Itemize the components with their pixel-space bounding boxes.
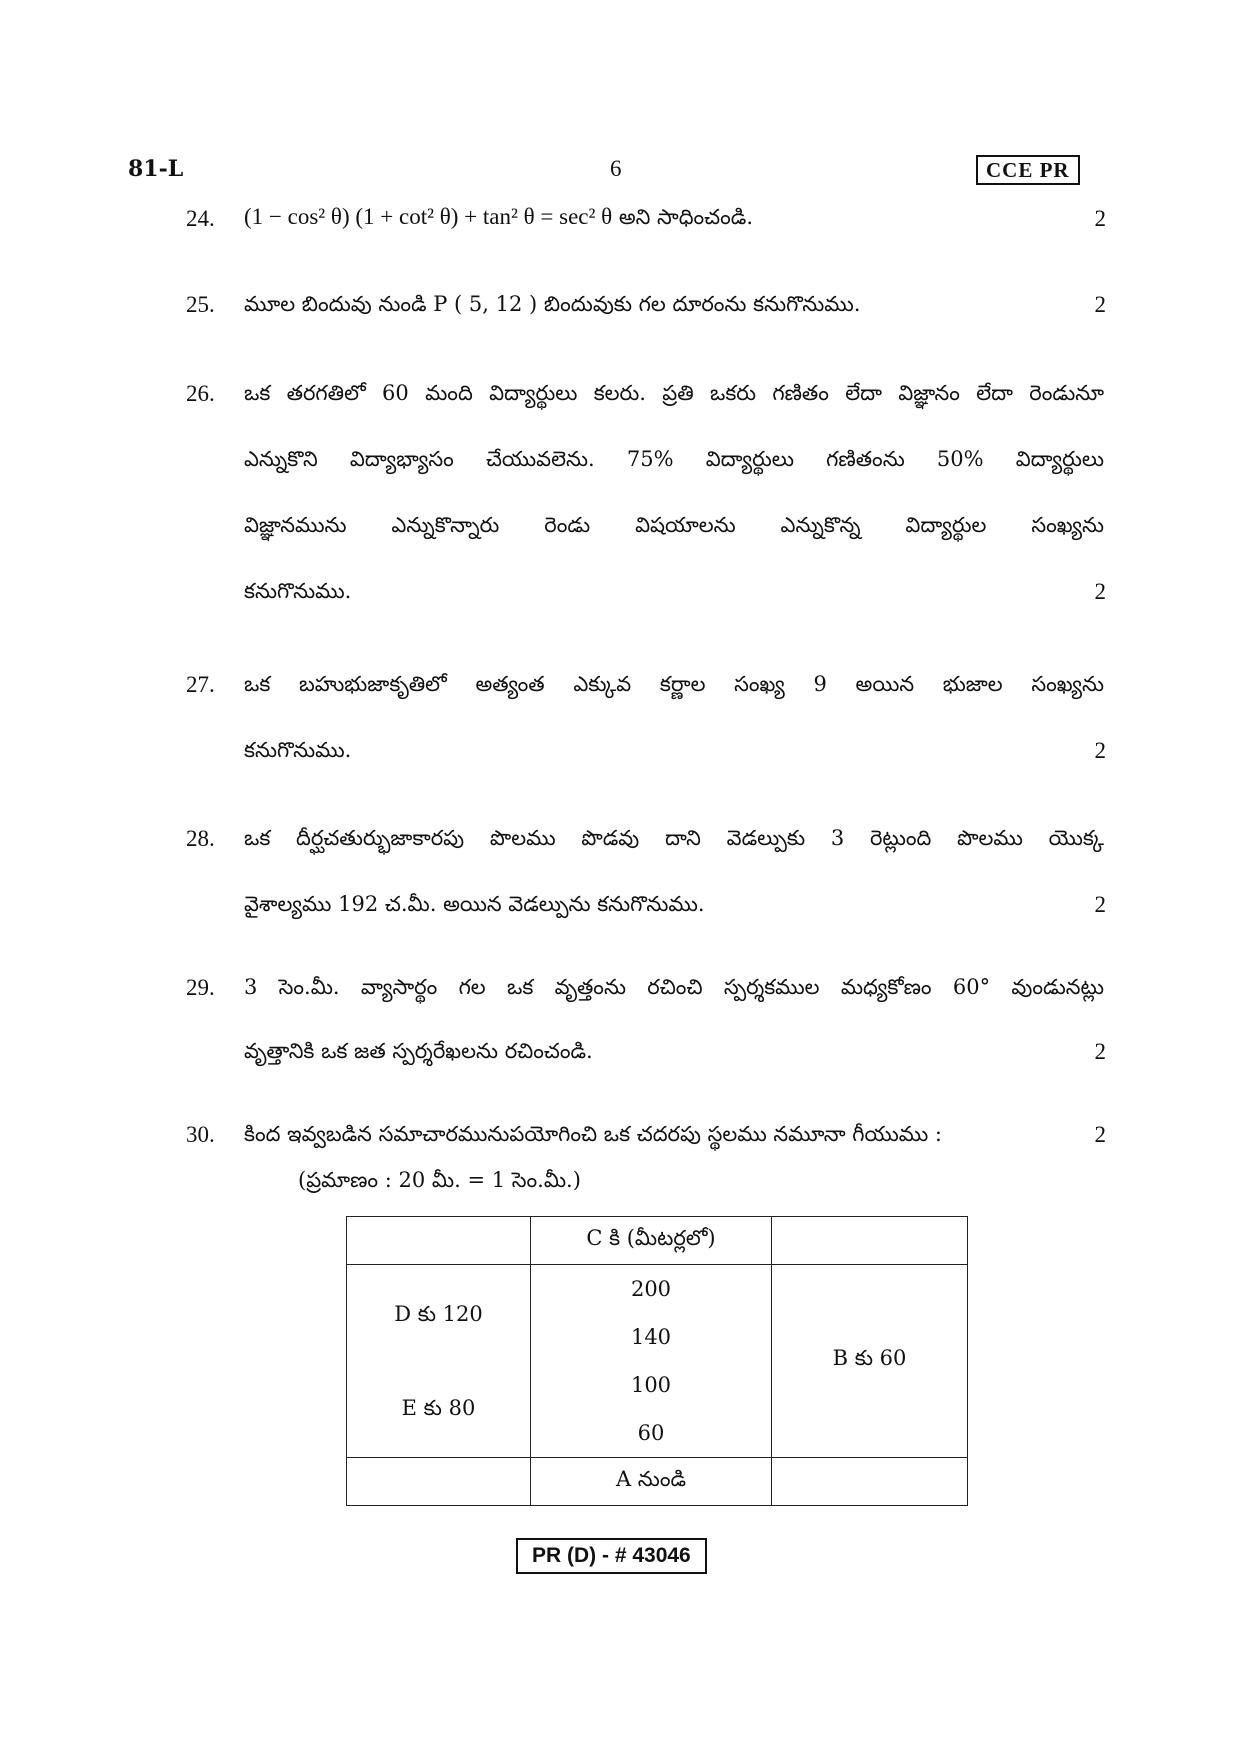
- page-number: 6: [610, 156, 622, 181]
- survey-table: [346, 1216, 968, 1506]
- question-line: కనుగొనుము.: [244, 738, 352, 762]
- table-mid-cell: [531, 1265, 772, 1458]
- question-line: విజ్ఞానమును ఎన్నుకొన్నారు రెండు విషయాలను ఎన్నుకొన్న విద్యార్థుల సంఖ్యను: [244, 513, 1104, 537]
- marks: 2: [1094, 206, 1106, 231]
- question-number: 26.: [186, 381, 215, 406]
- question-text: మూల బిందువు నుండి P ( 5, 12 ) బిందువుకు గల దూరంను కనుగొనుము.: [244, 292, 861, 316]
- question-number: 27.: [186, 672, 215, 697]
- table-left-cell: [347, 1265, 531, 1458]
- question-line: కనుగొనుము.: [244, 579, 352, 603]
- table-footer-a: A నుండి: [531, 1458, 772, 1506]
- paper-code: 81-L: [128, 156, 184, 182]
- offset-b: B కు 60: [772, 1265, 968, 1458]
- marks: 2: [1094, 1122, 1106, 1147]
- marks: 2: [1094, 738, 1106, 763]
- question-number: 24.: [186, 206, 215, 231]
- question-line: ఒక బహుభుజాకృతిలో అత్యంత ఎక్కువ కర్ణాల సంఖ్య 9 అయిన భుజాల సంఖ్యను: [244, 672, 1104, 696]
- question-line: ఎన్నుకొని విద్యాభ్యాసం చేయువలెను. 75% విద్యార్థులు గణితంను 50% విద్యార్థులు: [244, 447, 1104, 471]
- question-line: ఒక తరగతిలో 60 మంది విద్యార్థులు కలరు. ప్రతి ఒకరు గణితం లేదా విజ్ఞానం లేదా రెండునూ: [244, 381, 1104, 405]
- offset-d: D కు 120: [394, 1302, 483, 1326]
- question-line: వృత్తానికి ఒక జత స్పర్శరేఖలను రచించండి.: [244, 1039, 593, 1063]
- paper-footer-code: PR (D) - # 43046: [516, 1538, 707, 1574]
- exam-badge: CCE PR: [976, 155, 1080, 185]
- trig-formula: (1 − cos² θ) (1 + cot² θ) + tan² θ = sec² θ: [244, 204, 613, 229]
- question-number: 25.: [186, 292, 215, 317]
- question-line: కింద ఇవ్వబడిన సమాచారమునుపయోగించి ఒక చదరపు స్థలము నమూనా గీయుము :: [244, 1122, 942, 1146]
- marks: 2: [1094, 1039, 1106, 1064]
- question-line: వైశాల్యము 192 చ.మీ. అయిన వెడల్పును కనుగొనుము.: [244, 892, 705, 916]
- question-text: అని సాధించండి.: [618, 205, 754, 229]
- question-line: ఒక దీర్ఘచతుర్భుజాకారపు పొలము పొడవు దాని వెడల్పుకు 3 రెట్లుంది పొలము యొక్క: [244, 826, 1104, 850]
- offset-e: E కు 80: [401, 1396, 476, 1420]
- chainage-value: 60: [637, 1421, 665, 1445]
- marks: 2: [1094, 892, 1106, 917]
- question-number: 28.: [186, 826, 215, 851]
- question-line: 3 సెం.మీ. వ్యాసార్థం గల ఒక వృత్తంను రచించి స్పర్శకముల మధ్యకోణం 60° వుండునట్లు: [244, 975, 1104, 999]
- table-header-c: C కి (మీటర్లలో): [531, 1217, 772, 1265]
- chainage-value: 200: [630, 1277, 672, 1301]
- chainage-value: 100: [630, 1373, 672, 1397]
- table-cell-empty: [772, 1217, 968, 1265]
- question-number: 29.: [186, 975, 215, 1000]
- question-number: 30.: [186, 1122, 215, 1147]
- chainage-value: 140: [630, 1325, 672, 1349]
- table-cell-empty: [772, 1458, 968, 1506]
- marks: 2: [1094, 292, 1106, 317]
- scale-note: (ప్రమాణం : 20 మీ. = 1 సెం.మీ.): [298, 1168, 581, 1192]
- table-cell-empty: [347, 1458, 531, 1506]
- marks: 2: [1094, 579, 1106, 604]
- table-cell-empty: [347, 1217, 531, 1265]
